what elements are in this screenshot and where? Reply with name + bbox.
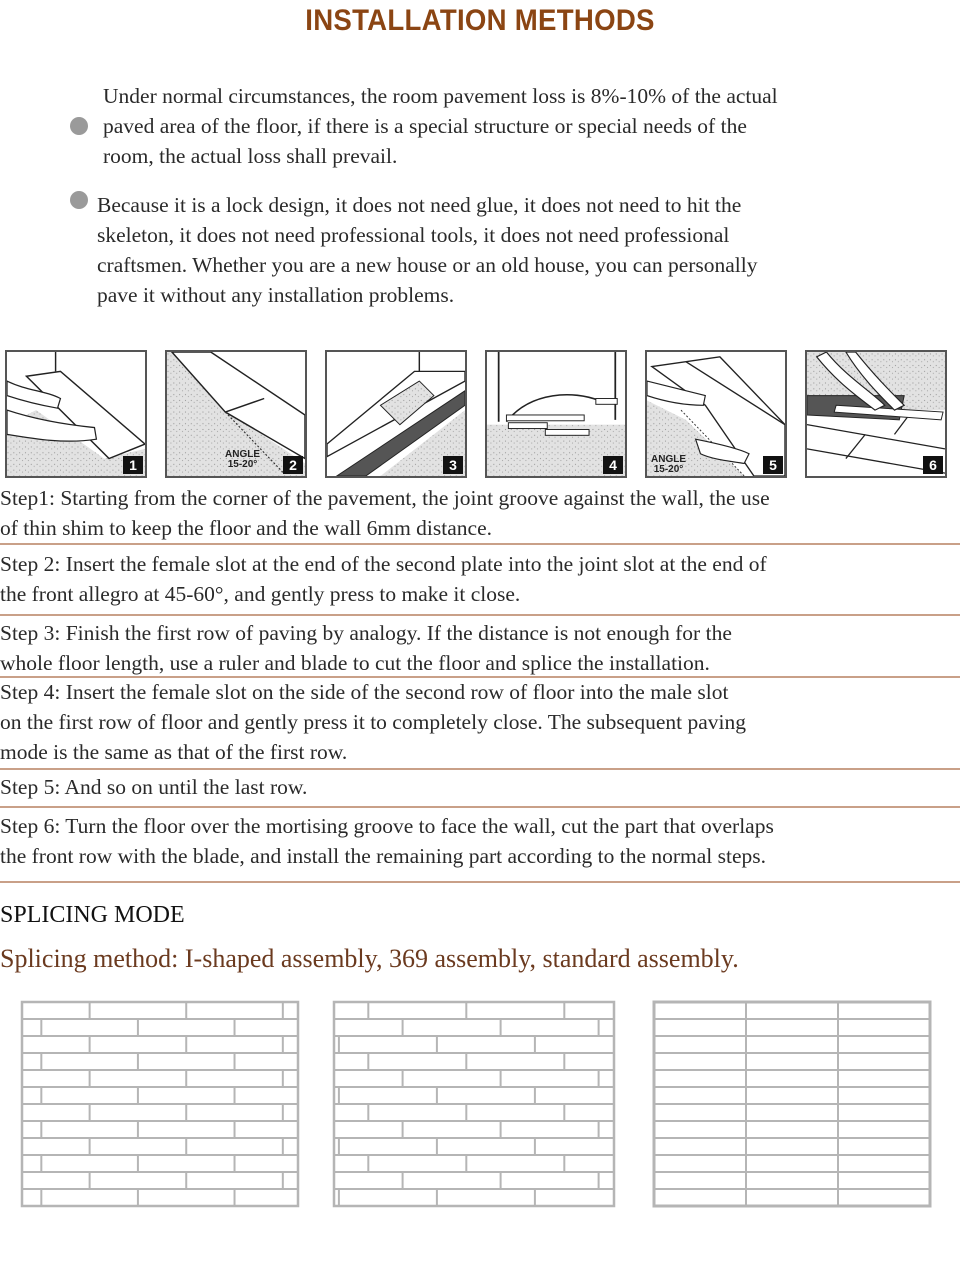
page-title: INSTALLATION METHODS (305, 4, 655, 37)
step-number-badge: 5 (763, 456, 783, 474)
intro-line: Because it is a lock design, it does not need glue, it does not need to hit the (97, 193, 742, 217)
step-line: whole floor length, use a ruler and blade to cut the floor and splice the installation. (0, 651, 710, 675)
divider (0, 881, 960, 883)
369-layout-icon (332, 1000, 616, 1208)
step-2 (0, 549, 960, 609)
step-number-badge: 1 (123, 456, 143, 474)
step-line: Step 2: Insert the female slot at the end of the second plate into the joint slot at the end of (0, 552, 767, 576)
step-5 (0, 772, 960, 802)
step-line: of thin shim to keep the floor and the wall 6mm distance. (0, 516, 493, 540)
divider (0, 768, 960, 770)
intro-line: paved area of the floor, if there is a special structure or special needs of the (103, 114, 747, 138)
divider (0, 614, 960, 616)
step-6 (0, 811, 960, 871)
splicing-heading: SPLICING MODE (0, 902, 185, 928)
step-line: Step 6: Turn the floor over the mortising groove to face the wall, cut the part that overlaps (0, 814, 774, 838)
step-1 (0, 483, 960, 543)
divider (0, 543, 960, 545)
illustration-step-4 (485, 350, 627, 478)
intro-paragraph-1 (103, 81, 778, 171)
step-line: on the first row of floor and gently press it to completely close. The subsequent paving (0, 710, 746, 734)
intro-line: craftsmen. Whether you are a new house or an old house, you can personally (97, 253, 758, 277)
step-number-badge: 3 (443, 456, 463, 474)
pattern-369 (332, 1000, 616, 1208)
illustration-step-5 (645, 350, 787, 478)
i-shaped-layout-icon (20, 1000, 300, 1208)
step-number-badge: 4 (603, 456, 623, 474)
pattern-i-shaped (20, 1000, 300, 1208)
installation-illustrations (5, 350, 955, 480)
illustration-step-6 (805, 350, 947, 478)
intro-line: Under normal circumstances, the room pavement loss is 8%-10% of the actual (103, 84, 778, 108)
standard-layout-icon (652, 1000, 932, 1208)
step-number-badge: 2 (283, 456, 303, 474)
intro-line: pave it without any installation problems. (97, 283, 455, 307)
intro-line: skeleton, it does not need professional tools, it does not need professional (97, 223, 730, 247)
step-line: Step 5: And so on until the last row. (0, 775, 308, 799)
step-line: Step 4: Insert the female slot on the side of the second row of floor into the male slot (0, 680, 729, 704)
step-line: the front allegro at 45-60°, and gently press to make it close. (0, 582, 521, 606)
step-3 (0, 618, 960, 678)
intro-paragraph-2 (97, 190, 758, 310)
step-line: Step 3: Finish the first row of paving by analogy. If the distance is not enough for the (0, 621, 732, 645)
intro-line: room, the actual loss shall prevail. (103, 144, 398, 168)
splicing-method: Splicing method: I-shaped assembly, 369 assembly, standard assembly. (0, 944, 739, 973)
step-number-badge: 6 (923, 456, 943, 474)
bullet-dot-icon (70, 117, 88, 135)
divider (0, 806, 960, 808)
step-line: Step1: Starting from the corner of the pavement, the joint groove against the wall, the use (0, 486, 770, 510)
bullet-dot-icon (70, 191, 88, 209)
step-line: the front row with the blade, and install the remaining part according to the normal steps. (0, 844, 767, 868)
step-line: mode is the same as that of the first row. (0, 740, 348, 764)
illustration-step-3 (325, 350, 467, 478)
illustration-step-1 (5, 350, 147, 478)
step-4 (0, 677, 960, 767)
pattern-standard (652, 1000, 932, 1208)
angle-label: ANGLE 15-20° (651, 454, 686, 475)
illustration-step-2 (165, 350, 307, 478)
angle-label: ANGLE 15-20° (225, 449, 260, 470)
